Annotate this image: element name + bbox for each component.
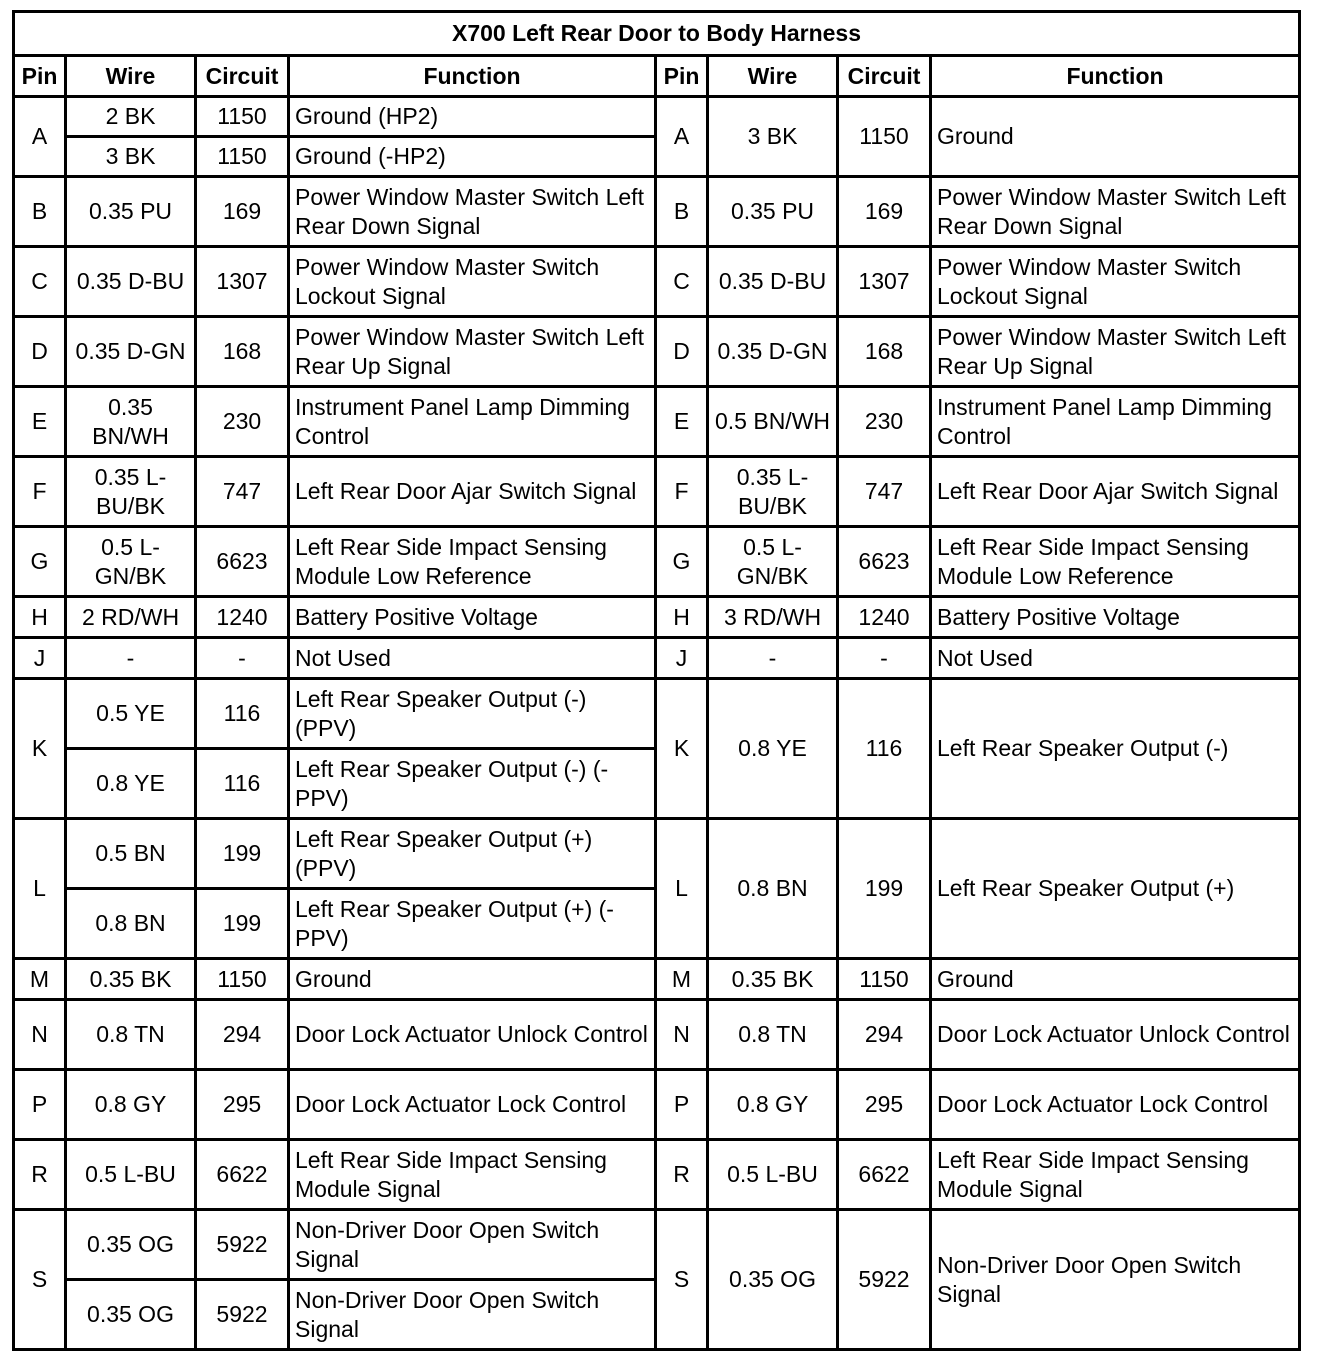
circuit-cell: 295 (196, 1070, 289, 1140)
circuit-cell: 1307 (196, 247, 289, 317)
circuit-cell: 116 (838, 679, 931, 819)
circuit-cell: 294 (196, 1000, 289, 1070)
pin-cell: F (14, 457, 66, 527)
circuit-cell: 1150 (196, 97, 289, 137)
circuit-cell: - (838, 638, 931, 679)
wire-cell: 0.8 BN (708, 819, 838, 959)
pin-cell: S (656, 1210, 708, 1350)
wire-cell: 0.35 D-GN (66, 317, 196, 387)
table-row (14, 1210, 1300, 1280)
table-row (14, 457, 1300, 527)
pin-cell: R (656, 1140, 708, 1210)
pin-cell: L (14, 819, 66, 959)
wire-cell: 0.5 L-BU (708, 1140, 838, 1210)
pin-cell: B (14, 177, 66, 247)
wire-cell: 2 RD/WH (66, 597, 196, 638)
circuit-cell: - (196, 638, 289, 679)
circuit-cell: 1150 (196, 959, 289, 1000)
circuit-cell: 747 (838, 457, 931, 527)
wire-cell: 0.8 TN (708, 1000, 838, 1070)
pin-cell: E (656, 387, 708, 457)
table-row (14, 527, 1300, 597)
function-cell: Power Window Master Switch Lockout Signal (289, 247, 656, 317)
circuit-cell: 1240 (838, 597, 931, 638)
circuit-cell: 168 (838, 317, 931, 387)
pin-cell: P (14, 1070, 66, 1140)
function-cell: Battery Positive Voltage (931, 597, 1300, 638)
circuit-cell: 199 (196, 889, 289, 959)
pin-cell: S (14, 1210, 66, 1350)
circuit-cell: 230 (838, 387, 931, 457)
function-cell: Left Rear Speaker Output (+) (931, 819, 1300, 959)
circuit-cell: 1240 (196, 597, 289, 638)
function-cell: Non-Driver Door Open Switch Signal (289, 1210, 656, 1280)
circuit-cell: 1150 (196, 137, 289, 177)
function-cell: Not Used (931, 638, 1300, 679)
circuit-cell: 169 (838, 177, 931, 247)
pin-cell: D (14, 317, 66, 387)
table-row (14, 317, 1300, 387)
wire-cell: 0.35 OG (66, 1210, 196, 1280)
circuit-cell: 230 (196, 387, 289, 457)
wire-cell: 2 BK (66, 97, 196, 137)
table-row (14, 1000, 1300, 1070)
wire-cell: 0.35 BN/WH (66, 387, 196, 457)
wire-cell: 3 RD/WH (708, 597, 838, 638)
function-cell: Left Rear Speaker Output (-) (PPV) (289, 679, 656, 749)
pin-cell: M (656, 959, 708, 1000)
wire-cell: 0.8 GY (708, 1070, 838, 1140)
function-cell: Power Window Master Switch Left Rear Up Signal (931, 317, 1300, 387)
circuit-cell: 116 (196, 749, 289, 819)
circuit-cell: 169 (196, 177, 289, 247)
wire-cell: 0.5 L-GN/BK (66, 527, 196, 597)
function-cell: Left Rear Side Impact Sensing Module Signal (289, 1140, 656, 1210)
function-cell: Power Window Master Switch Left Rear Up Signal (289, 317, 656, 387)
title-row (14, 12, 1300, 56)
table-row (14, 959, 1300, 1000)
function-cell: Left Rear Side Impact Sensing Module Signal (931, 1140, 1300, 1210)
wire-cell: 0.35 PU (708, 177, 838, 247)
function-cell: Battery Positive Voltage (289, 597, 656, 638)
wire-cell: 0.8 GY (66, 1070, 196, 1140)
circuit-cell: 6623 (838, 527, 931, 597)
circuit-cell: 1150 (838, 97, 931, 177)
pin-cell: N (14, 1000, 66, 1070)
table-row (14, 1140, 1300, 1210)
wire-cell: 0.8 BN (66, 889, 196, 959)
table-row (14, 597, 1300, 638)
pin-cell: D (656, 317, 708, 387)
pin-cell: J (656, 638, 708, 679)
pin-cell: L (656, 819, 708, 959)
function-cell: Ground (931, 959, 1300, 1000)
function-cell: Power Window Master Switch Lockout Signal (931, 247, 1300, 317)
pin-cell: G (14, 527, 66, 597)
pin-cell: J (14, 638, 66, 679)
wire-cell: 0.35 OG (66, 1280, 196, 1350)
table-row (14, 247, 1300, 317)
pin-cell: C (656, 247, 708, 317)
function-cell: Door Lock Actuator Unlock Control (289, 1000, 656, 1070)
function-cell: Door Lock Actuator Lock Control (289, 1070, 656, 1140)
wire-cell: - (708, 638, 838, 679)
wire-cell: 3 BK (708, 97, 838, 177)
header-function-right: Function (931, 56, 1300, 97)
pin-cell: E (14, 387, 66, 457)
header-row (14, 56, 1300, 97)
wire-cell: 0.35 L-BU/BK (708, 457, 838, 527)
function-cell: Left Rear Speaker Output (-) (931, 679, 1300, 819)
circuit-cell: 295 (838, 1070, 931, 1140)
table-title: X700 Left Rear Door to Body Harness (14, 12, 1300, 56)
circuit-cell: 199 (196, 819, 289, 889)
header-wire-left: Wire (66, 56, 196, 97)
wire-cell: 0.5 L-GN/BK (708, 527, 838, 597)
table-row (14, 1070, 1300, 1140)
function-cell: Ground (HP2) (289, 97, 656, 137)
wire-cell: 0.5 L-BU (66, 1140, 196, 1210)
header-pin-right: Pin (656, 56, 708, 97)
circuit-cell: 199 (838, 819, 931, 959)
pin-cell: K (656, 679, 708, 819)
wire-cell: 0.35 BK (708, 959, 838, 1000)
function-cell: Left Rear Side Impact Sensing Module Low Reference (289, 527, 656, 597)
function-cell: Left Rear Speaker Output (+) (PPV) (289, 819, 656, 889)
header-function-left: Function (289, 56, 656, 97)
pin-cell: R (14, 1140, 66, 1210)
circuit-cell: 6623 (196, 527, 289, 597)
function-cell: Non-Driver Door Open Switch Signal (931, 1210, 1300, 1350)
function-cell: Power Window Master Switch Left Rear Down Signal (289, 177, 656, 247)
pin-cell: A (656, 97, 708, 177)
circuit-cell: 5922 (196, 1210, 289, 1280)
wire-cell: 0.35 BK (66, 959, 196, 1000)
circuit-cell: 116 (196, 679, 289, 749)
header-wire-right: Wire (708, 56, 838, 97)
wire-cell: 0.8 YE (708, 679, 838, 819)
function-cell: Ground (289, 959, 656, 1000)
table-row (14, 679, 1300, 749)
pin-cell: M (14, 959, 66, 1000)
circuit-cell: 168 (196, 317, 289, 387)
table-row (14, 177, 1300, 247)
circuit-cell: 5922 (196, 1280, 289, 1350)
pin-cell: B (656, 177, 708, 247)
wire-cell: 0.8 TN (66, 1000, 196, 1070)
circuit-cell: 294 (838, 1000, 931, 1070)
function-cell: Not Used (289, 638, 656, 679)
wire-cell: 0.5 BN/WH (708, 387, 838, 457)
pin-cell: G (656, 527, 708, 597)
function-cell: Instrument Panel Lamp Dimming Control (931, 387, 1300, 457)
wire-cell: 0.35 D-BU (66, 247, 196, 317)
pin-cell: A (14, 97, 66, 177)
wire-cell: 0.35 D-GN (708, 317, 838, 387)
function-cell: Door Lock Actuator Unlock Control (931, 1000, 1300, 1070)
pin-cell: N (656, 1000, 708, 1070)
wire-cell: - (66, 638, 196, 679)
circuit-cell: 6622 (838, 1140, 931, 1210)
function-cell: Left Rear Speaker Output (-) (-PPV) (289, 749, 656, 819)
wire-cell: 0.5 BN (66, 819, 196, 889)
wire-cell: 0.35 L-BU/BK (66, 457, 196, 527)
function-cell: Power Window Master Switch Left Rear Down Signal (931, 177, 1300, 247)
function-cell: Door Lock Actuator Lock Control (931, 1070, 1300, 1140)
circuit-cell: 6622 (196, 1140, 289, 1210)
header-circuit-right: Circuit (838, 56, 931, 97)
function-cell: Left Rear Door Ajar Switch Signal (289, 457, 656, 527)
pin-cell: H (656, 597, 708, 638)
wire-cell: 0.35 PU (66, 177, 196, 247)
header-pin-left: Pin (14, 56, 66, 97)
table-row (14, 819, 1300, 889)
circuit-cell: 1307 (838, 247, 931, 317)
function-cell: Left Rear Side Impact Sensing Module Low Reference (931, 527, 1300, 597)
connector-table (12, 10, 1301, 1351)
pin-cell: F (656, 457, 708, 527)
function-cell: Left Rear Speaker Output (+) (-PPV) (289, 889, 656, 959)
function-cell: Ground (-HP2) (289, 137, 656, 177)
pin-cell: K (14, 679, 66, 819)
wire-cell: 0.35 OG (708, 1210, 838, 1350)
function-cell: Instrument Panel Lamp Dimming Control (289, 387, 656, 457)
wire-cell: 0.5 YE (66, 679, 196, 749)
function-cell: Left Rear Door Ajar Switch Signal (931, 457, 1300, 527)
pin-cell: C (14, 247, 66, 317)
function-cell: Ground (931, 97, 1300, 177)
circuit-cell: 1150 (838, 959, 931, 1000)
circuit-cell: 747 (196, 457, 289, 527)
table-row (14, 97, 1300, 137)
pin-cell: P (656, 1070, 708, 1140)
table-row (14, 638, 1300, 679)
circuit-cell: 5922 (838, 1210, 931, 1350)
wire-cell: 3 BK (66, 137, 196, 177)
pin-cell: H (14, 597, 66, 638)
header-circuit-left: Circuit (196, 56, 289, 97)
wire-cell: 0.35 D-BU (708, 247, 838, 317)
function-cell: Non-Driver Door Open Switch Signal (289, 1280, 656, 1350)
table-row (14, 387, 1300, 457)
wire-cell: 0.8 YE (66, 749, 196, 819)
